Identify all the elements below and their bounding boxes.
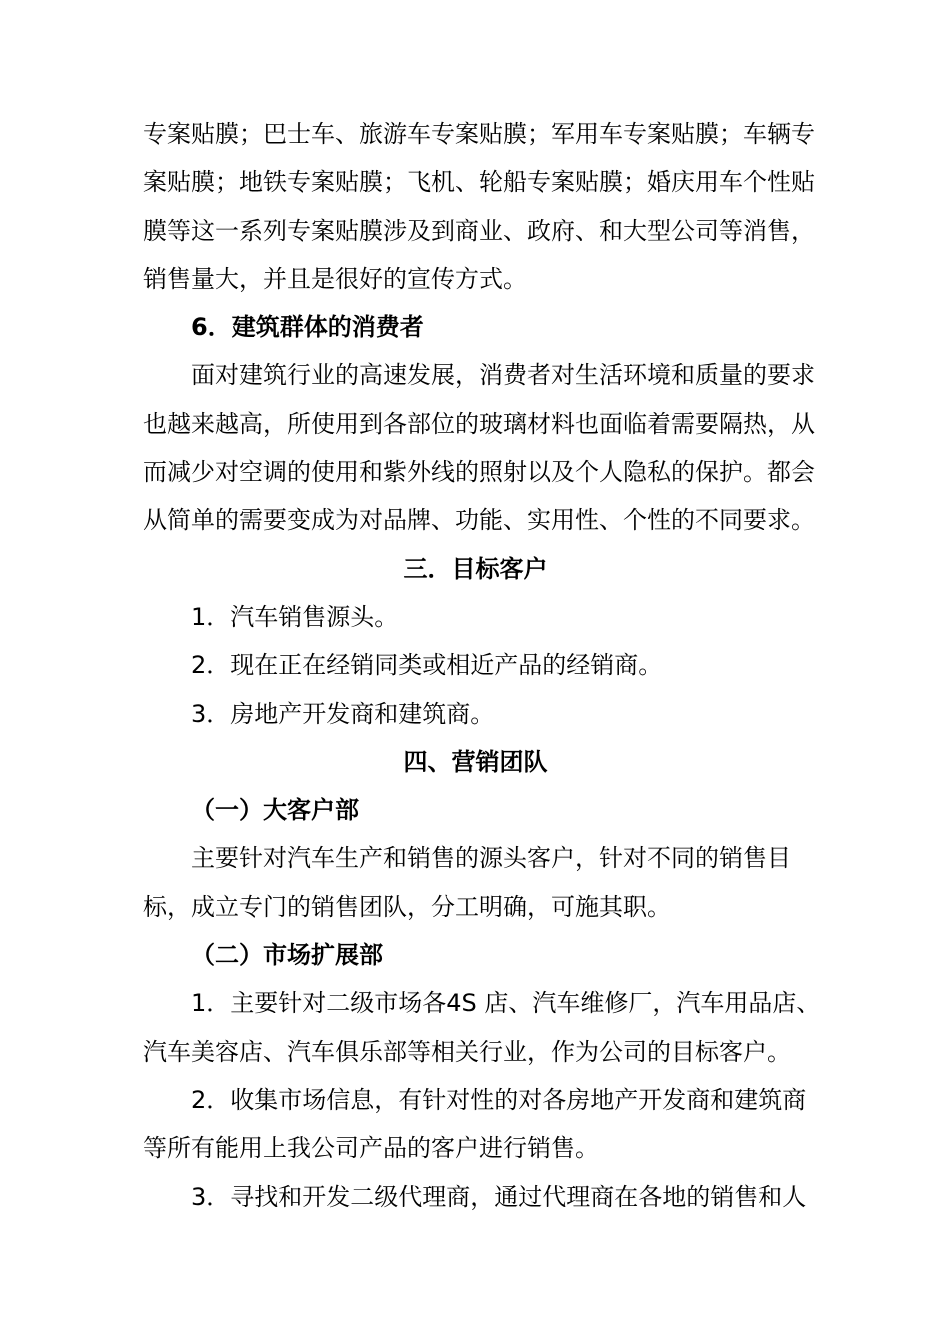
paragraph-first-line: 主要针对汽车生产和销售的源头客户，针对不同的销售目 bbox=[191, 844, 791, 873]
list-item: 3．房地产开发商和建筑商。 bbox=[191, 699, 495, 728]
section-heading: 三．目标客户 bbox=[403, 554, 548, 583]
subsection-heading: （一）大客户部 bbox=[191, 796, 359, 825]
body-text-line: 等所有能用上我公司产品的客户进行销售。 bbox=[143, 1134, 599, 1163]
body-text-line: 从简单的需要变成为对品牌、功能、实用性、个性的不同要求。 bbox=[143, 506, 815, 535]
section-heading: 四、营销团队 bbox=[403, 747, 548, 776]
body-text-line: 标，成立专门的销售团队，分工明确，可施其职。 bbox=[143, 892, 671, 921]
list-item: 1．汽车销售源头。 bbox=[191, 602, 399, 631]
body-text-line: 汽车美容店、汽车俱乐部等相关行业，作为公司的目标客户。 bbox=[143, 1037, 791, 1066]
list-item: 3．寻找和开发二级代理商，通过代理商在各地的销售和人 bbox=[191, 1182, 807, 1211]
subsection-heading: 6．建筑群体的消费者 bbox=[191, 313, 424, 342]
body-text-line: 专案贴膜；巴士车、旅游车专案贴膜；军用车专案贴膜；车辆专 bbox=[143, 120, 815, 148]
subsection-heading: （二）市场扩展部 bbox=[191, 941, 383, 970]
body-text-line: 销售量大，并且是很好的宣传方式。 bbox=[143, 264, 527, 293]
list-item: 1．主要针对二级市场各4S 店、汽车维修厂，汽车用品店、 bbox=[191, 989, 821, 1018]
body-text-line: 而减少对空调的使用和紫外线的照射以及个人隐私的保护。都会 bbox=[143, 458, 815, 487]
document-page bbox=[143, 110, 821, 1221]
list-item: 2．收集市场信息，有针对性的对各房地产开发商和建筑商 bbox=[191, 1085, 807, 1114]
list-item: 2．现在正在经销同类或相近产品的经销商。 bbox=[191, 651, 663, 680]
body-text-line: 案贴膜；地铁专案贴膜；飞机、轮船专案贴膜；婚庆用车个性贴 bbox=[143, 168, 815, 197]
body-text-line: 膜等这一系列专案贴膜涉及到商业、政府、和大型公司等消售， bbox=[143, 216, 815, 245]
body-text-line: 也越来越高，所使用到各部位的玻璃材料也面临着需要隔热，从 bbox=[143, 409, 815, 438]
paragraph-first-line: 面对建筑行业的高速发展，消费者对生活环境和质量的要求 bbox=[191, 361, 815, 390]
